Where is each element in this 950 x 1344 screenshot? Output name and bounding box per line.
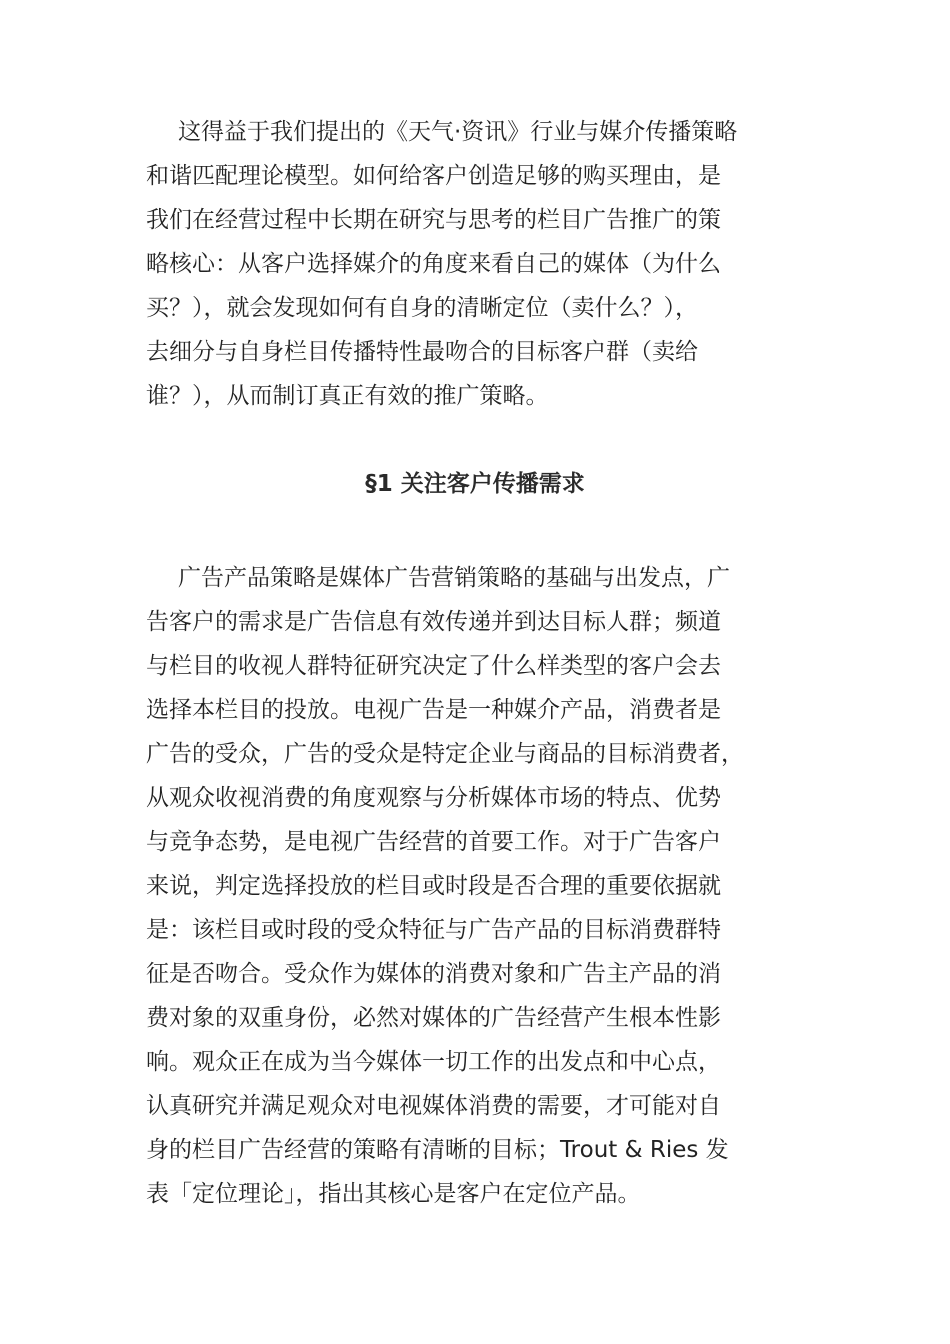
paragraph-line: 响。观众正在成为当今媒体一切工作的出发点和中心点， — [146, 1049, 721, 1075]
paragraph-line: 费对象的双重身份，必然对媒体的广告经营产生根本性影 — [146, 1005, 721, 1031]
paragraph-line: 略核心：从客户选择媒介的角度来看自己的媒体（为什么 — [146, 251, 721, 277]
paragraph-line: 谁？），从而制订真正有效的推广策略。 — [146, 383, 549, 409]
paragraph-body — [146, 556, 806, 1216]
paragraph-line: 广告产品策略是媒体广告营销策略的基础与出发点，广 — [178, 565, 730, 591]
section-heading: §1 关注客户传播需求 — [365, 471, 585, 497]
paragraph-line: 表「定位理论」，指出其核心是客户在定位产品。 — [146, 1181, 641, 1207]
paragraph-line: 身的栏目广告经营的策略有清晰的目标；Trout & Ries 发 — [146, 1137, 729, 1163]
paragraph-line: 告客户的需求是广告信息有效传递并到达目标人群；频道 — [146, 609, 721, 635]
paragraph-line: 与栏目的收视人群特征研究决定了什么样类型的客户会去 — [146, 653, 721, 679]
paragraph-line: 是：该栏目或时段的受众特征与广告产品的目标消费群特 — [146, 917, 721, 943]
paragraph-line: 来说，判定选择投放的栏目或时段是否合理的重要依据就 — [146, 873, 721, 899]
paragraph-line: 广告的受众，广告的受众是特定企业与商品的目标消费者， — [146, 741, 744, 767]
paragraph-line: 选择本栏目的投放。电视广告是一种媒介产品，消费者是 — [146, 697, 721, 723]
paragraph-line: 去细分与自身栏目传播特性最吻合的目标客户群（卖给 — [146, 339, 698, 365]
paragraph-line: 认真研究并满足观众对电视媒体消费的需要，才可能对自 — [146, 1093, 721, 1119]
paragraph-line: 买？），就会发现如何有自身的清晰定位（卖什么？）， — [146, 295, 698, 321]
paragraph-intro — [146, 110, 806, 418]
paragraph-line: 我们在经营过程中长期在研究与思考的栏目广告推广的策 — [146, 207, 721, 233]
paragraph-line: 从观众收视消费的角度观察与分析媒体市场的特点、优势 — [146, 785, 721, 811]
paragraph-line: 征是否吻合。受众作为媒体的消费对象和广告主产品的消 — [146, 961, 721, 987]
paragraph-line: 与竞争态势，是电视广告经营的首要工作。对于广告客户 — [146, 829, 721, 855]
paragraph-line: 这得益于我们提出的《天气·资讯》行业与媒介传播策略 — [178, 119, 738, 145]
paragraph-line: 和谐匹配理论模型。如何给客户创造足够的购买理由，是 — [146, 163, 721, 189]
